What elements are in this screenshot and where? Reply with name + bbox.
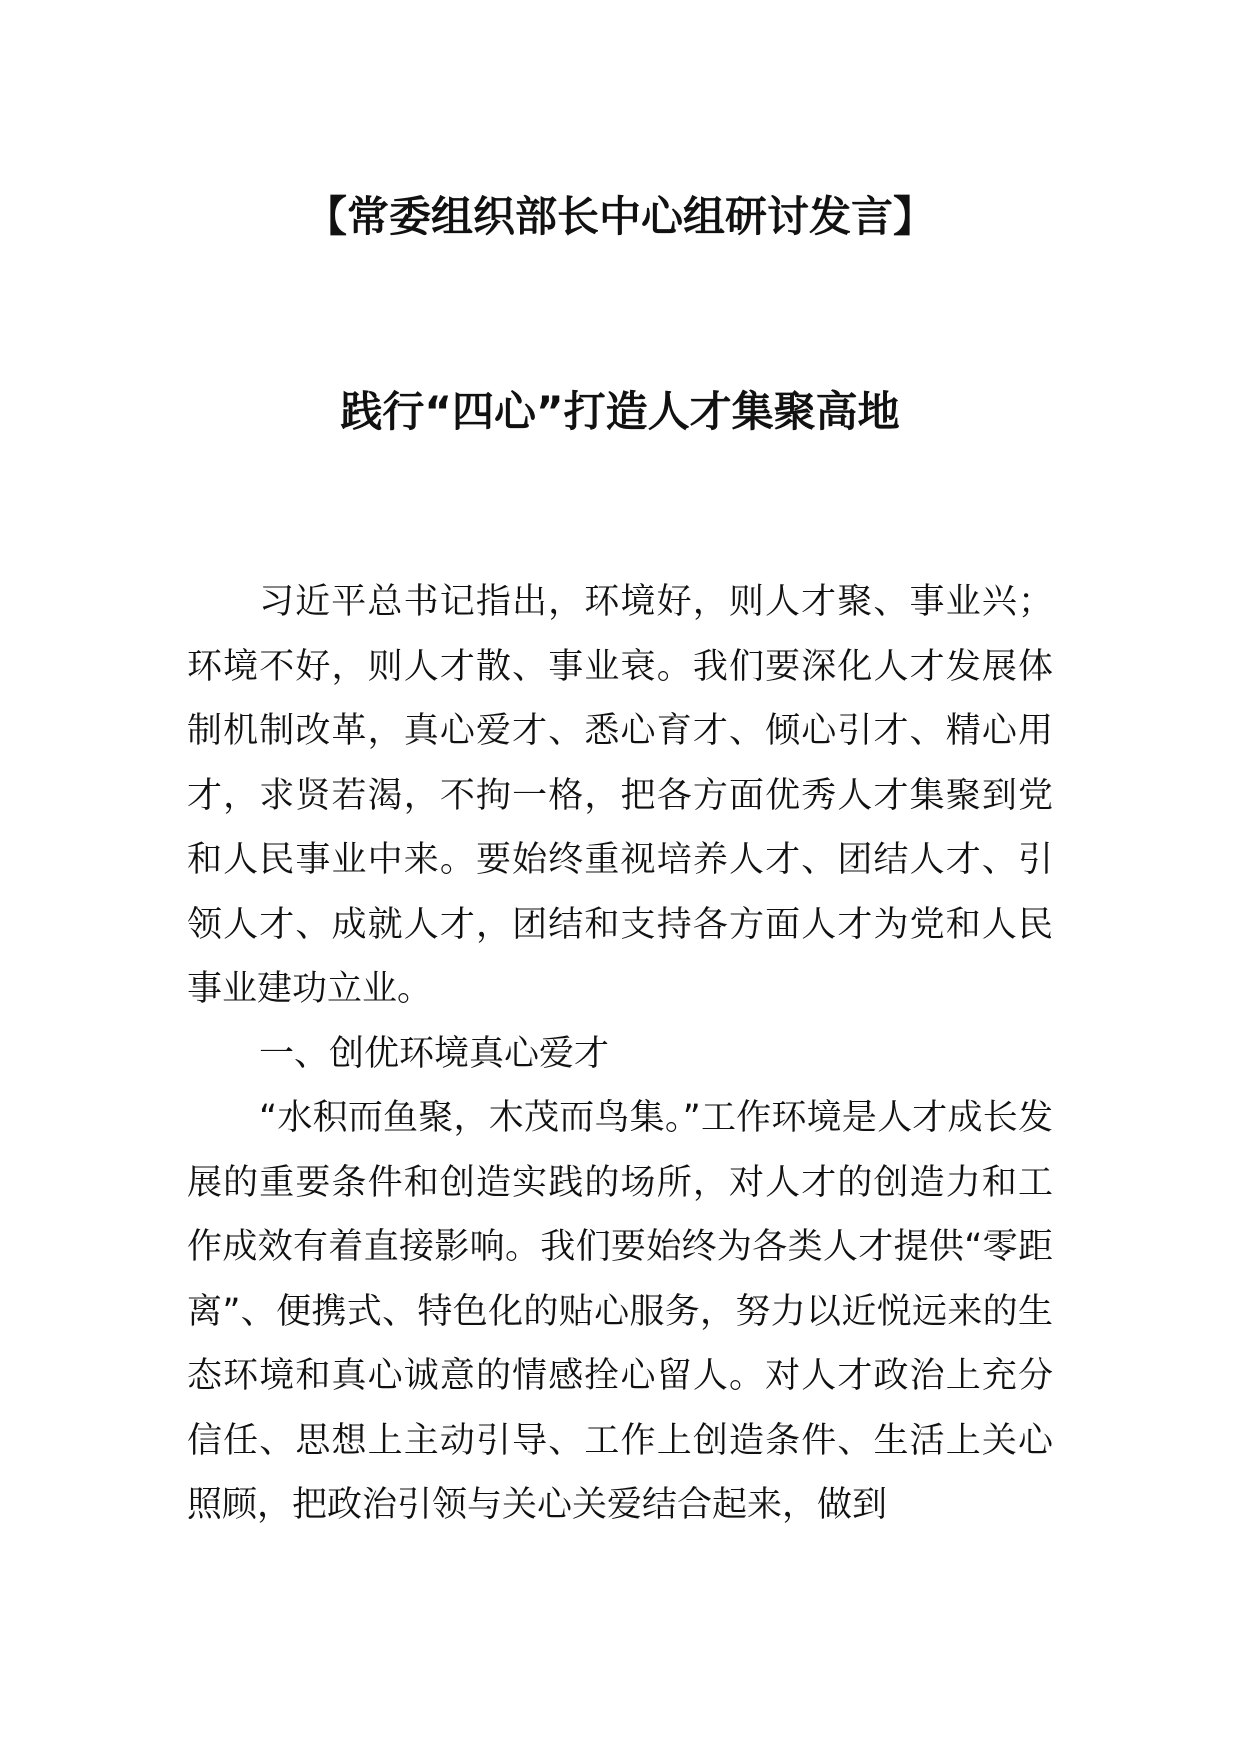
- section-heading: 一、创优环境真心爱才: [259, 1033, 610, 1074]
- body-paragraph: “水积而鱼聚，木茂而鸟集。”工作环境是人才成长发展的重要条件和创造实践的场所，对人才的创造力和工作成效有着直接影响。我们要始终为各类人才提供“零距离”、便携式、特色化的贴心服务，努力以近悦远来的生态环境和真心诚意的情感拴心留人。对人才政治上充分信任、思想上主动引导、工作上创造条件、生活上关心照顾，把政治引领与关心关爱结合起来，做到: [187, 1098, 1053, 1525]
- document-main-title: 践行“四心”打造人才集聚高地: [340, 387, 900, 436]
- document-header-title: 【常委组织部长中心组研讨发言】: [304, 192, 935, 241]
- document-body: [187, 570, 1053, 1538]
- body-paragraph: 习近平总书记指出，环境好，则人才聚、事业兴；环境不好，则人才散、事业衰。我们要深化人才发展体制机制改革，真心爱才、悉心育才、倾心引才、精心用才，求贤若渴，不拘一格，把各方面优秀人才集聚到党和人民事业中来。要始终重视培养人才、团结人才、引领人才、成就人才，团结和支持各方面人才为党和人民事业建功立业。: [187, 582, 1053, 1009]
